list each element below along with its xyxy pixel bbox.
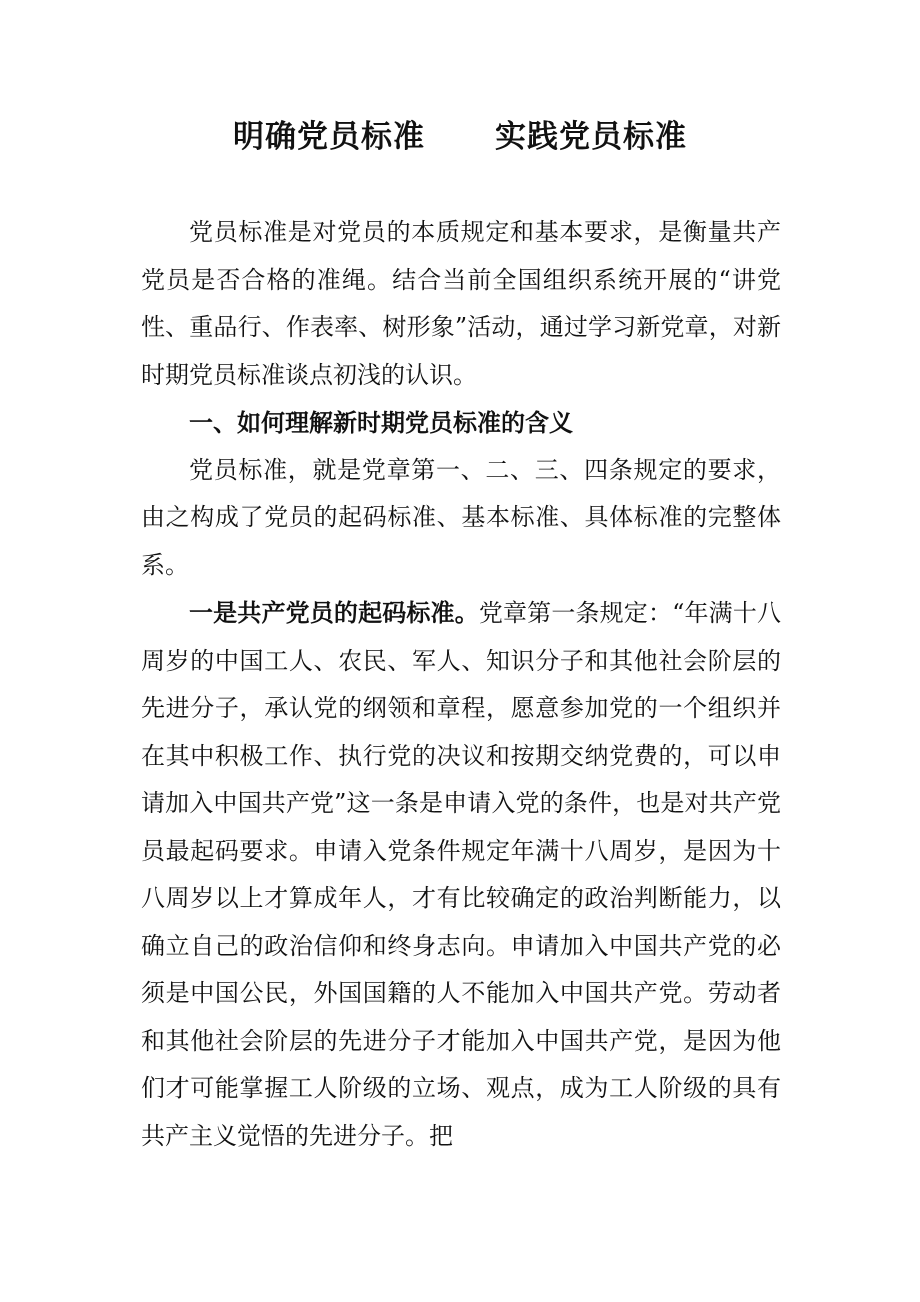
intro-paragraph: 党员标准是对党员的本质规定和基本要求，是衡量共产党员是否合格的准绳。结合当前全国组织系统开展的“讲党性、重品行、作表率、树形象”活动，通过学习新党章，对新时期党员标准谈点初浅的认识。 [141,218,781,389]
title-left: 明确党员标准 [233,119,425,155]
section-1-paragraph: 党员标准，就是党章第一、二、三、四条规定的要求，由之构成了党员的起码标准、基本标准、具体标准的完整体系。 [141,455,781,579]
section-1-heading: 一、如何理解新时期党员标准的含义 [189,408,573,437]
document-title [0,112,920,162]
point-1-text: 党章第一条规定：“年满十八周岁的中国工人、农民、军人、知识分子和其他社会阶层的先进分子，承认党的纲领和章程，愿意参加党的一个组织并在其中积极工作、执行党的决议和按期交纳党费的，可以申请加入中国共产党”这一条是申请入党的条件，也是对共产党员最起码要求。申请入党条件规定年满十八周岁，是因为十八周岁以上才算成年人，才有比较确定的政治判断能力，以确立自己的政治信仰和终身志向。申请加入中国共产党的必须是中国公民，外国国籍的人不能加入中国共产党。劳动者和其他社会阶层的先进分子才能加入中国共产党，是因为他们才可能掌握工人阶级的立场、观点，成为工人阶级的具有共产主义觉悟的先进分子。把 [141,599,781,1150]
point-1-lead: 一是共产党员的起码标准。 [189,598,479,627]
title-right: 实践党员标准 [495,119,687,155]
point-1-paragraph [141,589,781,1160]
document-body [141,209,781,1160]
